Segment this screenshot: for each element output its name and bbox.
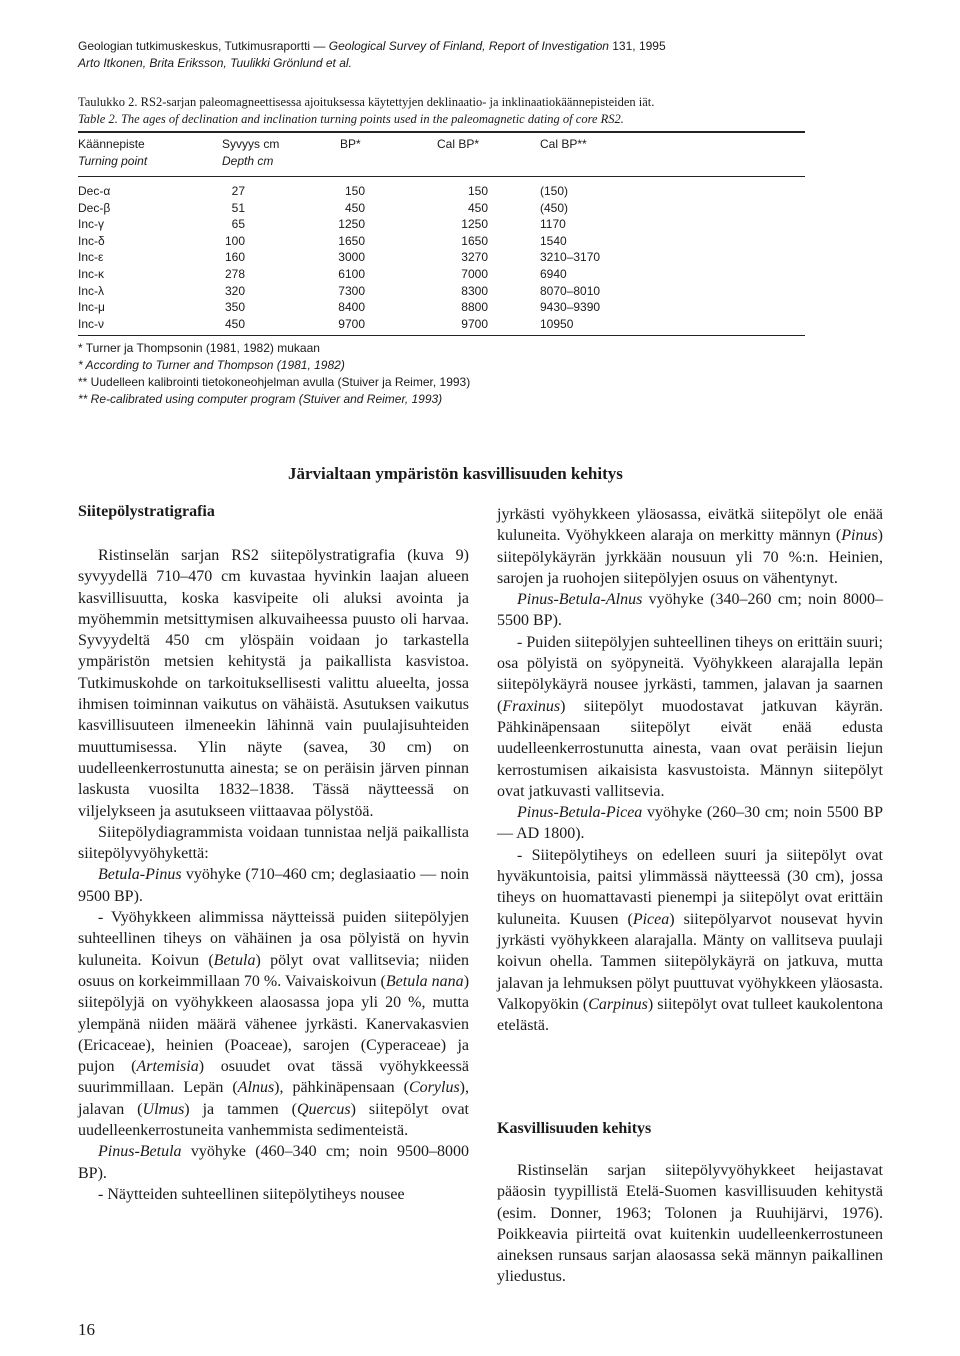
table-note: ** Re-calibrated using computer program (Stuiver and Reimer, 1993) xyxy=(78,392,443,406)
table-header-rule xyxy=(78,176,805,177)
table-cell-point: Inc-δ xyxy=(78,233,105,248)
left-column-text xyxy=(78,545,469,1205)
paragraph: jyrkästi vyöhykkeen yläosassa, eivätkä siitepölyt ole enää kuluneita. Vyöhykkeen alaraja on merkitty männyn (Pinus) siitepölykäyrän jyrkkään nousuun yli 70 %:n. Heinien, sarojen ja ruohojen siitepölyjen osuus on vähentynyt. xyxy=(497,506,883,587)
table-note: * According to Turner and Thompson (1981, 1982) xyxy=(78,358,345,372)
table-cell-bp: 8400 xyxy=(338,300,365,315)
paragraph: Pinus-Betula vyöhyke (460–340 cm; noin 9500–8000 BP). xyxy=(78,1143,469,1182)
table-header-point: Käännepiste Turning point xyxy=(78,137,148,168)
paragraph: - Vyöhykkeen alimmissa näytteissä puiden siitepölyjen suhteellinen tiheys on vähäinen ja osa pölyistä on hyvin kuluneita. Koivun (Betula) pölyt ovat vallitsevia; niiden osuus on korkeimmillaan 70 %. Vaivaiskoivun (Betula nana) siitepölyjä on vyöhykkeen alaosassa jopa yli 20 %, mutta ylempänä niiden määrä vähenee jyrkästi. Kanervakasvien (Ericaceae), heinien (Poaceae), sarojen (Cyperaceae) ja pujon (Artemisia) osuudet ovat tässä vyöhykkeessä suurimmillaan. Lepän (Alnus), pähkinäpensaan (Corylus), jalavan (Ulmus) ja tammen (Quercus) siitepölyt ovat uudelleenkerrostuneita vanhemmista sedimenteistä. xyxy=(78,909,470,1140)
paragraph: Siitepölydiagrammista voidaan tunnistaa neljä paikallista siitepölyvyöhykettä: xyxy=(78,823,469,863)
table-cell-calbp2: 1540 xyxy=(540,233,567,248)
paragraph: - Näytteiden suhteellinen siitepölytiheys nousee xyxy=(98,1185,405,1203)
table-cell-depth: 65 xyxy=(231,217,245,232)
header-journal-line: Geologian tutkimuskeskus, Tutkimusraportti — Geological Survey of Finland, Report of Investigation 131, 1995 xyxy=(78,39,666,53)
table-cell-point: Inc-μ xyxy=(78,300,105,315)
table-bottom-rule xyxy=(78,335,805,336)
table-cell-calbp: 8300 xyxy=(461,283,488,298)
running-header xyxy=(78,38,666,72)
table-cell-point: Dec-α xyxy=(78,184,111,198)
paragraph: Pinus-Betula-Picea vyöhyke (260–30 cm; noin 5500 BP — AD 1800). xyxy=(497,804,883,843)
table-cell-point: Dec-β xyxy=(78,200,111,215)
table-cell-depth: 27 xyxy=(231,184,245,198)
table-top-rule xyxy=(78,131,805,133)
table-header-calbp2: Cal BP** xyxy=(540,137,587,151)
table-cell-calbp: 7000 xyxy=(461,267,488,281)
header-authors: Arto Itkonen, Brita Eriksson, Tuulikki Grönlund et al. xyxy=(78,56,352,70)
table-cell-calbp2: (450) xyxy=(540,200,569,215)
table-cell-depth: 278 xyxy=(224,267,245,281)
table-cell-calbp2: 1170 xyxy=(540,217,566,232)
table-header-bp: BP* xyxy=(340,137,361,151)
table-notes xyxy=(78,340,470,408)
table-cell-depth: 320 xyxy=(224,283,245,298)
table-cell-point: Inc-ε xyxy=(78,250,104,265)
table-cell-calbp: 1650 xyxy=(461,233,488,248)
table-cell-bp: 6100 xyxy=(338,267,365,281)
page-number: 16 xyxy=(78,1320,95,1339)
table-cell-calbp: 150 xyxy=(467,184,488,198)
table-cell-calbp2: 9430–9390 xyxy=(540,300,601,315)
paragraph: Ristinselän sarjan RS2 siitepölystratigrafia (kuva 9) syvyydellä 710–470 cm kuvastaa hyvinkin laajan alueen kasvillisuutta, koska kasvipeite oli aluksi avointa ja myöhemmin metsittymisen alkuvaiheessa puusto oli harvaa. Syvyydeltä 450 cm ylöspäin voidaan jo tarkastella ympäristön metsien kehitystä ja paikallista kasvistoa. Tutkimuskohde on tarkoituksellisesti valittu alueelta, jossa ihmisen toiminnan vaikutus on vähäistä. Asutuksen vaikutus kasvillisuuteen ilmeneekin lähinnä vain puulajisuhteiden muuttumisessa. Ylin näyte (savea, 30 cm) on uudelleenkerrostunutta ainesta; se on peräisin järven pinnan laskusta vuosilta 1832–1838. Tässä näytteessä on viljelykseen ja asutukseen viittaavaa pölystöä. xyxy=(78,547,469,820)
table-cell-calbp: 450 xyxy=(467,200,488,215)
table-caption-fi: Taulukko 2. RS2-sarjan paleomagneettisessa ajoituksessa käytettyjen deklinaatio- ja inklinaatiokäännepisteiden iät. xyxy=(78,95,655,109)
table-cell-point: Inc-ν xyxy=(78,316,105,331)
paragraph: Pinus-Betula-Alnus vyöhyke (340–260 cm; noin 8000–5500 BP). xyxy=(497,591,883,630)
table-note: ** Uudelleen kalibrointi tietokoneohjelman avulla (Stuiver ja Reimer, 1993) xyxy=(78,375,471,389)
table-header-depth: Syvyys cm Depth cm xyxy=(222,137,280,168)
table-cell-calbp: 9700 xyxy=(461,316,488,331)
table-cell-calbp: 8800 xyxy=(461,300,488,315)
paragraph: Ristinselän sarjan siitepölyvyöhykkeet heijastavat pääosin tyypillistä Etelä-Suomen kasvillisuuden kehitystä (esim. Donner, 1963; Tolonen ja Ruuhijärvi, 1976). Poikkeavia piirteitä ovat kuitenkin uudelleenkerrostuneen aineksen runsaus sarjan alaosassa sekä männyn paikallinen yliedustus. xyxy=(497,1162,883,1286)
table-cell-bp: 9700 xyxy=(338,316,365,331)
table-cell-point: Inc-λ xyxy=(78,283,105,298)
section-title: Järvialtaan ympäristön kasvillisuuden kehitys xyxy=(288,464,623,483)
paragraph: Betula-Pinus vyöhyke (710–460 cm; deglasiaatio — noin 9500 BP). xyxy=(78,866,469,905)
table-cell-bp: 7300 xyxy=(338,283,365,298)
table-cell-bp: 1650 xyxy=(338,233,365,248)
table-cell-point: Inc-γ xyxy=(78,217,105,232)
right-column-text-2 xyxy=(497,1160,883,1288)
table-cell-bp: 150 xyxy=(344,184,365,198)
table-cell-depth: 450 xyxy=(224,316,245,331)
right-heading: Kasvillisuuden kehitys xyxy=(497,1120,652,1137)
paragraph: - Siitepölytiheys on edelleen suuri ja siitepölyt ovat hyväkuntoisia, paitsi ylimmässä näytteessä (30 cm), jossa tiheys on huomattavasti pienempi ja siitepölyt ovat erittäin kuluneita. Kuusen (Picea) siitepölyarvot nousevat hyvin jyrkästi vyöhykkeen alarajalla. Mänty on vallitseva puulaji koivun ohella. Tammen siitepölykäyrä on jatkuva, mutta jalavan ja lehmuksen pölyt puuttuvat vyöhykkeen yläosasta. Valkopyökin (Carpinus) siitepölyt ovat tulleet kaukolentona etelästä. xyxy=(497,846,883,1035)
table-cell-depth: 350 xyxy=(224,300,245,315)
paragraph: - Puiden siitepölyjen suhteellinen tiheys on erittäin suuri; osa pölyistä on syöpyneitä. Vyöhykkeen alarajalla lepän siitepölykäyrä nousee jyrkästi, tammen, jalavan ja saarnen (Fraxinus) siitepölyt muodostavat jatkuvan käyrän. Pähkinäpensaan siitepölyt eivät enää edusta uudelleenkerrostunutta ainesta, vaan ovat peräisin liejun kerrostumisen aikaisista kasvustoista. Männyn siitepölyt ovat jatkuvasti vallitsevia. xyxy=(497,633,883,800)
table-cell-bp: 1250 xyxy=(338,217,365,232)
table-cell-depth: 100 xyxy=(224,233,245,248)
table-caption xyxy=(78,94,838,128)
table-cell-bp: 3000 xyxy=(338,250,365,265)
right-column-text xyxy=(497,504,883,1036)
table-cell-calbp2: (150) xyxy=(540,184,569,198)
table-cell-depth: 51 xyxy=(231,200,245,215)
table-cell-calbp2: 3210–3170 xyxy=(540,250,601,265)
table-caption-en: Table 2. The ages of declination and inclination turning points used in the paleomagnetic dating of core RS2. xyxy=(78,112,624,126)
table-cell-calbp: 3270 xyxy=(461,250,488,265)
table-note: * Turner ja Thompsonin (1981, 1982) mukaan xyxy=(78,341,320,355)
table-cell-calbp2: 8070–8010 xyxy=(540,283,601,298)
table-header-calbp: Cal BP* xyxy=(437,137,480,151)
table-cell-point: Inc-κ xyxy=(78,267,105,281)
table-cell-bp: 450 xyxy=(344,200,365,215)
table-cell-calbp2: 10950 xyxy=(540,316,574,331)
table-cell-calbp: 1250 xyxy=(461,217,488,232)
left-heading: Siitepölystratigrafia xyxy=(78,503,215,520)
table-cell-depth: 160 xyxy=(224,250,245,265)
table-cell-calbp2: 6940 xyxy=(540,267,567,281)
